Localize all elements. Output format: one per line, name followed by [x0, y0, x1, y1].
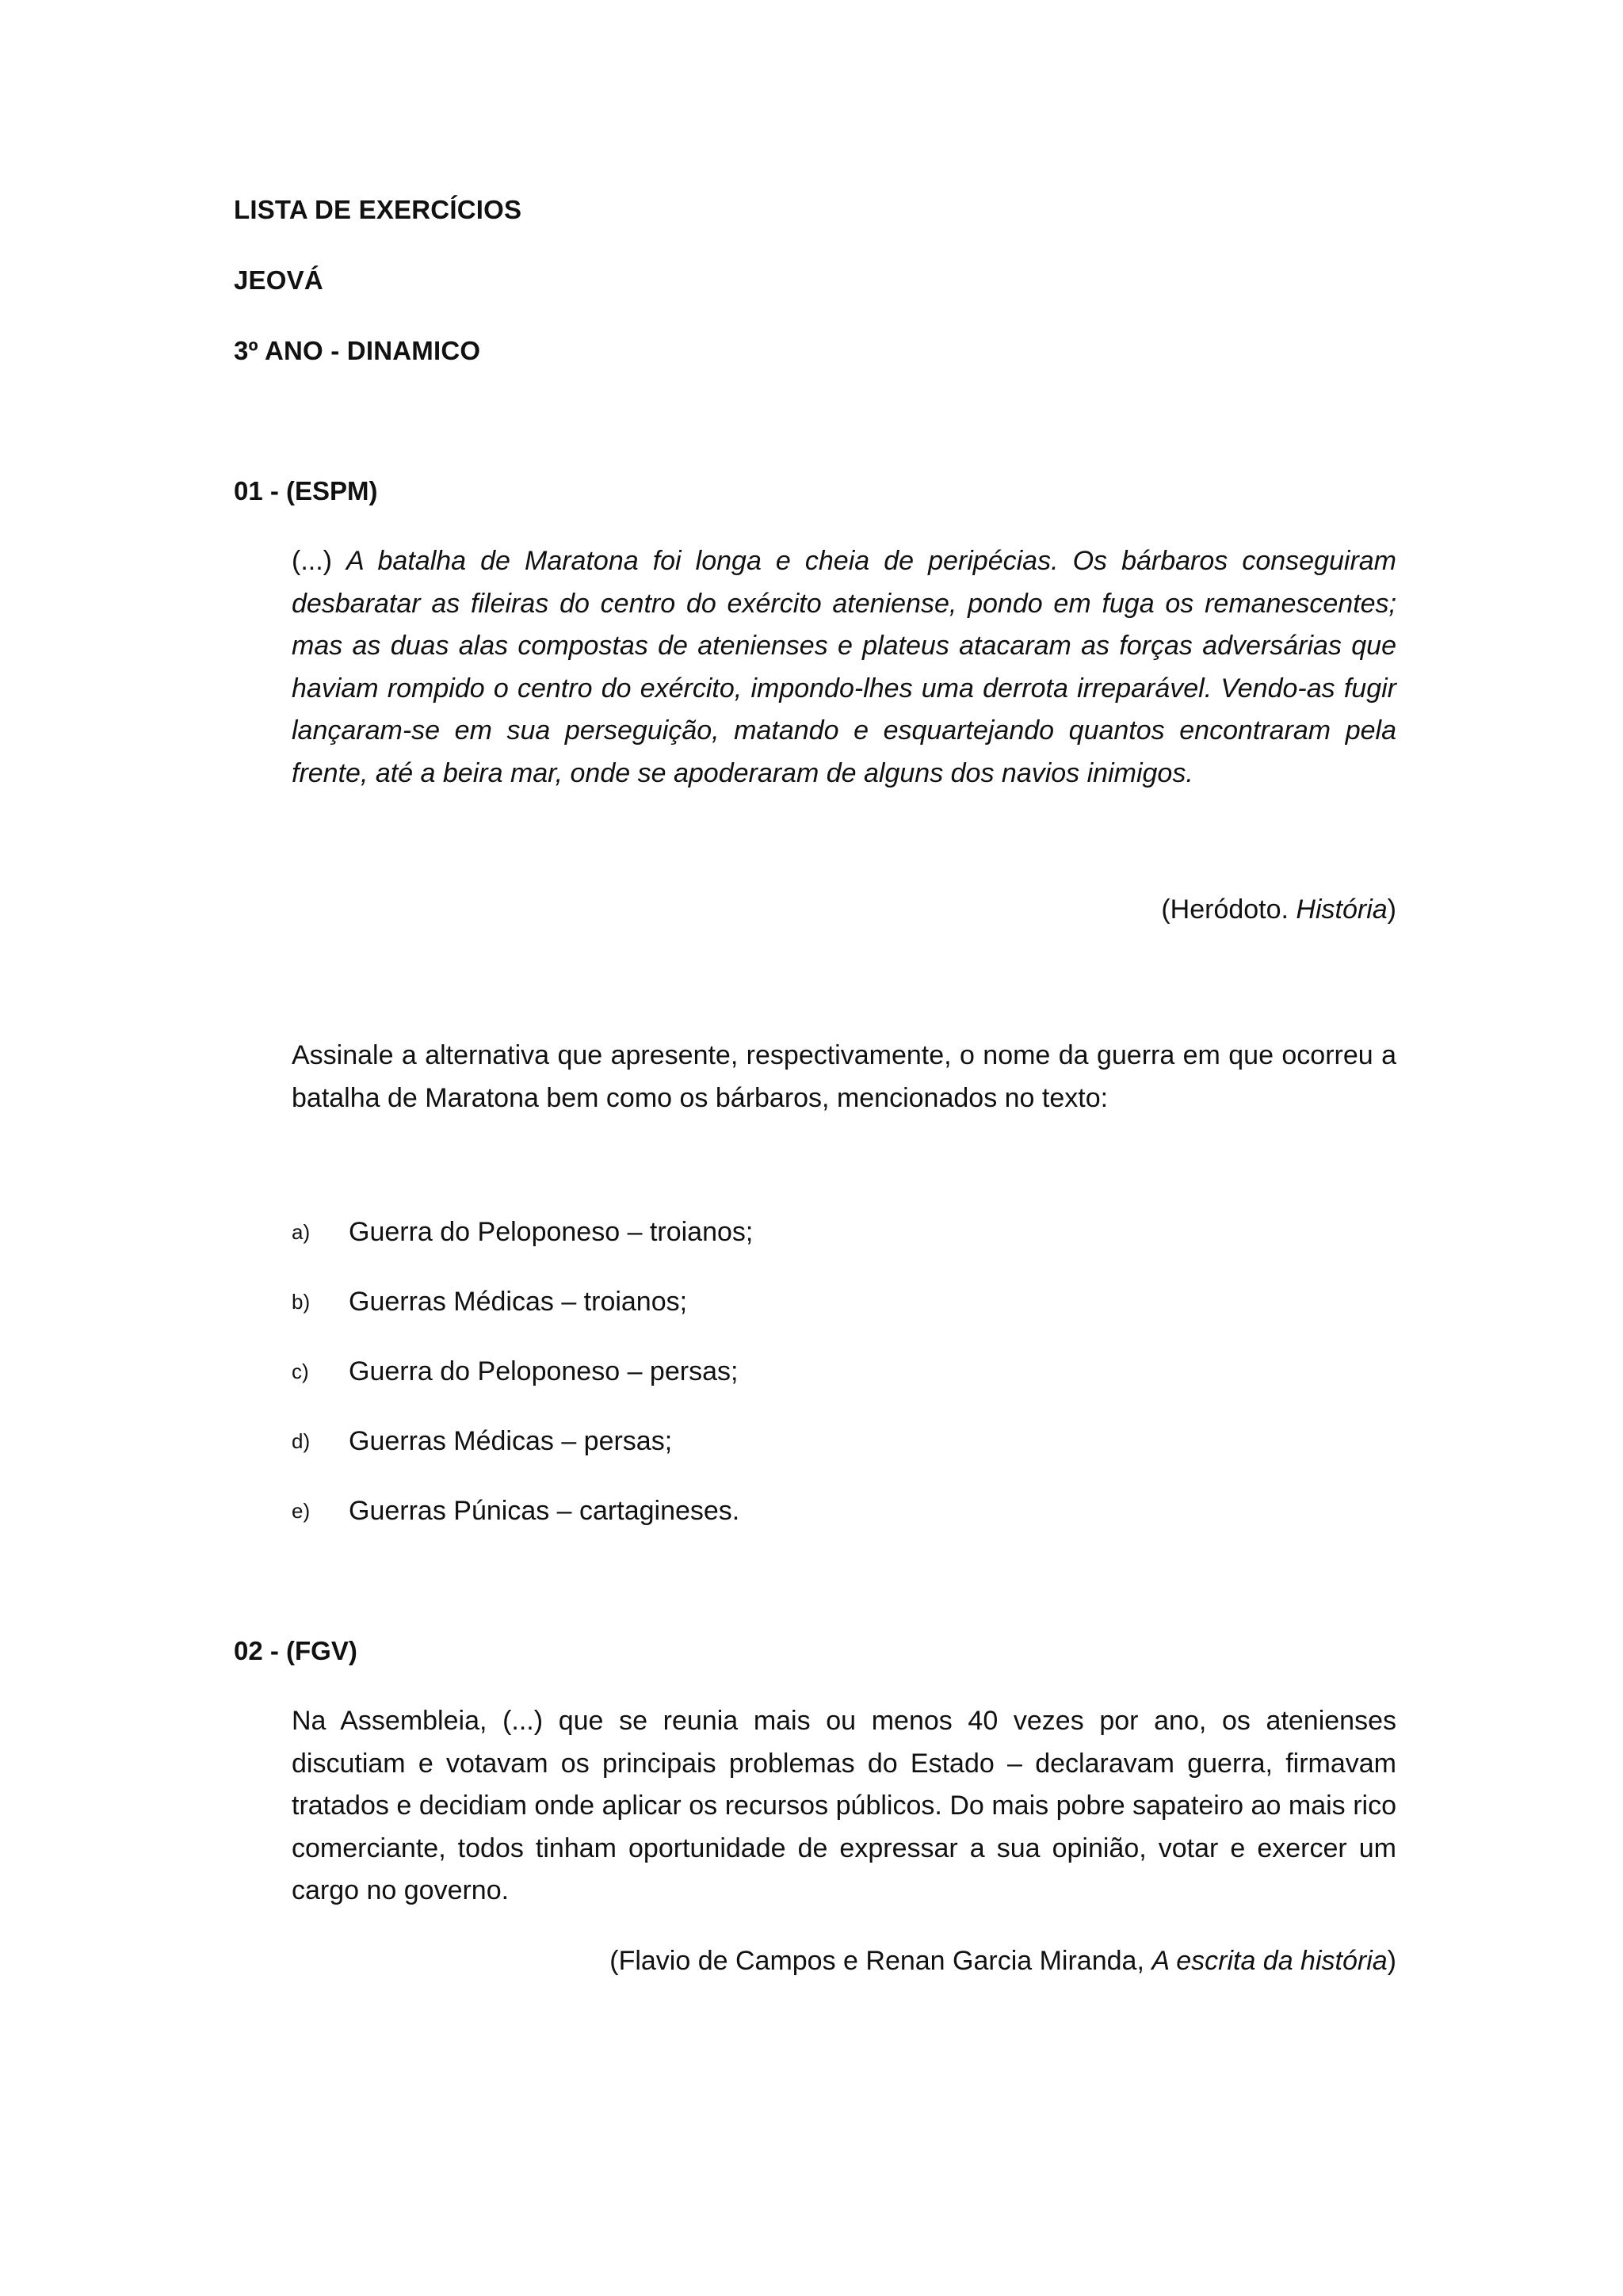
alternative-text: Guerras Púnicas – cartagineses. — [349, 1496, 740, 1526]
question-1-statement: Assinale a alternativa que apresente, respectivamente, o nome da guerra em que ocorreu a batalha de Maratona bem como os bárbaros, mencionados no texto: — [292, 1040, 1396, 1113]
source-author: Flavio de Campos e Renan Garcia Miranda, — [618, 1946, 1152, 1976]
question-2-text: Na Assembleia, (...) que se reunia mais ou menos 40 vezes por ano, os atenienses discutiam e votavam os principais problemas do Estado – declaravam guerra, firmavam tratados e decidiam onde aplicar os recursos públicos. Do mais pobre sapateiro ao mais rico comerciante, todos tinham oportunidade de expressar a sua opinião, votar e exercer um cargo no governo. — [292, 1706, 1396, 1905]
list-title: LISTA DE EXERCÍCIOS — [234, 195, 522, 224]
source-open: ( — [609, 1946, 619, 1976]
question-2-source — [609, 1946, 1396, 1977]
source-close: ) — [1387, 894, 1396, 925]
class-name: 3º ANO - DINAMICO — [234, 336, 481, 365]
alternative-text: Guerra do Peloponeso – persas; — [349, 1356, 739, 1386]
source-close: ) — [1387, 1946, 1396, 1976]
source-author: Heródoto. — [1170, 894, 1296, 925]
alternative-a — [292, 1217, 753, 1248]
quote-text: A batalha de Maratona foi longa e cheia de peripécias. Os bárbaros conseguiram desbaratar as fileiras do centro do exército ateniense, pondo em fuga os remanescentes; mas as duas alas compostas de atenienses e plateus atacaram as forças adversárias que haviam rompido o centro do exército, impondo-lhes uma derrota irreparável. Vendo-as fugir lançaram-se em sua perseguição, matando e esquartejando quantos encontraram pela frente, até a beira mar, onde se apoderaram de alguns dos navios inimigos. — [292, 546, 1396, 788]
alternative-b — [292, 1287, 687, 1318]
question-1-quote — [292, 540, 1396, 795]
source-work: A escrita da história — [1151, 1946, 1388, 1976]
alternative-letter: e) — [292, 1499, 311, 1523]
alternative-c — [292, 1356, 738, 1387]
source-open: ( — [1161, 894, 1170, 925]
alternative-d — [292, 1426, 672, 1457]
quote-prefix: (...) — [292, 546, 347, 576]
alternative-letter: b) — [292, 1290, 311, 1314]
alternative-text: Guerra do Peloponeso – troianos; — [349, 1217, 754, 1247]
alternative-letter: d) — [292, 1429, 311, 1453]
question-1-title: 01 - (ESPM) — [234, 476, 378, 505]
source-work: História — [1296, 894, 1388, 925]
alternative-letter: a) — [292, 1220, 311, 1244]
alternative-text: Guerras Médicas – troianos; — [349, 1287, 688, 1317]
question-1-source — [1161, 894, 1396, 925]
alternative-letter: c) — [292, 1360, 309, 1383]
teacher-name: JEOVÁ — [234, 265, 323, 295]
question-2-title: 02 - (FGV) — [234, 1636, 357, 1665]
alternative-text: Guerras Médicas – persas; — [349, 1426, 673, 1456]
alternative-e — [292, 1496, 739, 1527]
